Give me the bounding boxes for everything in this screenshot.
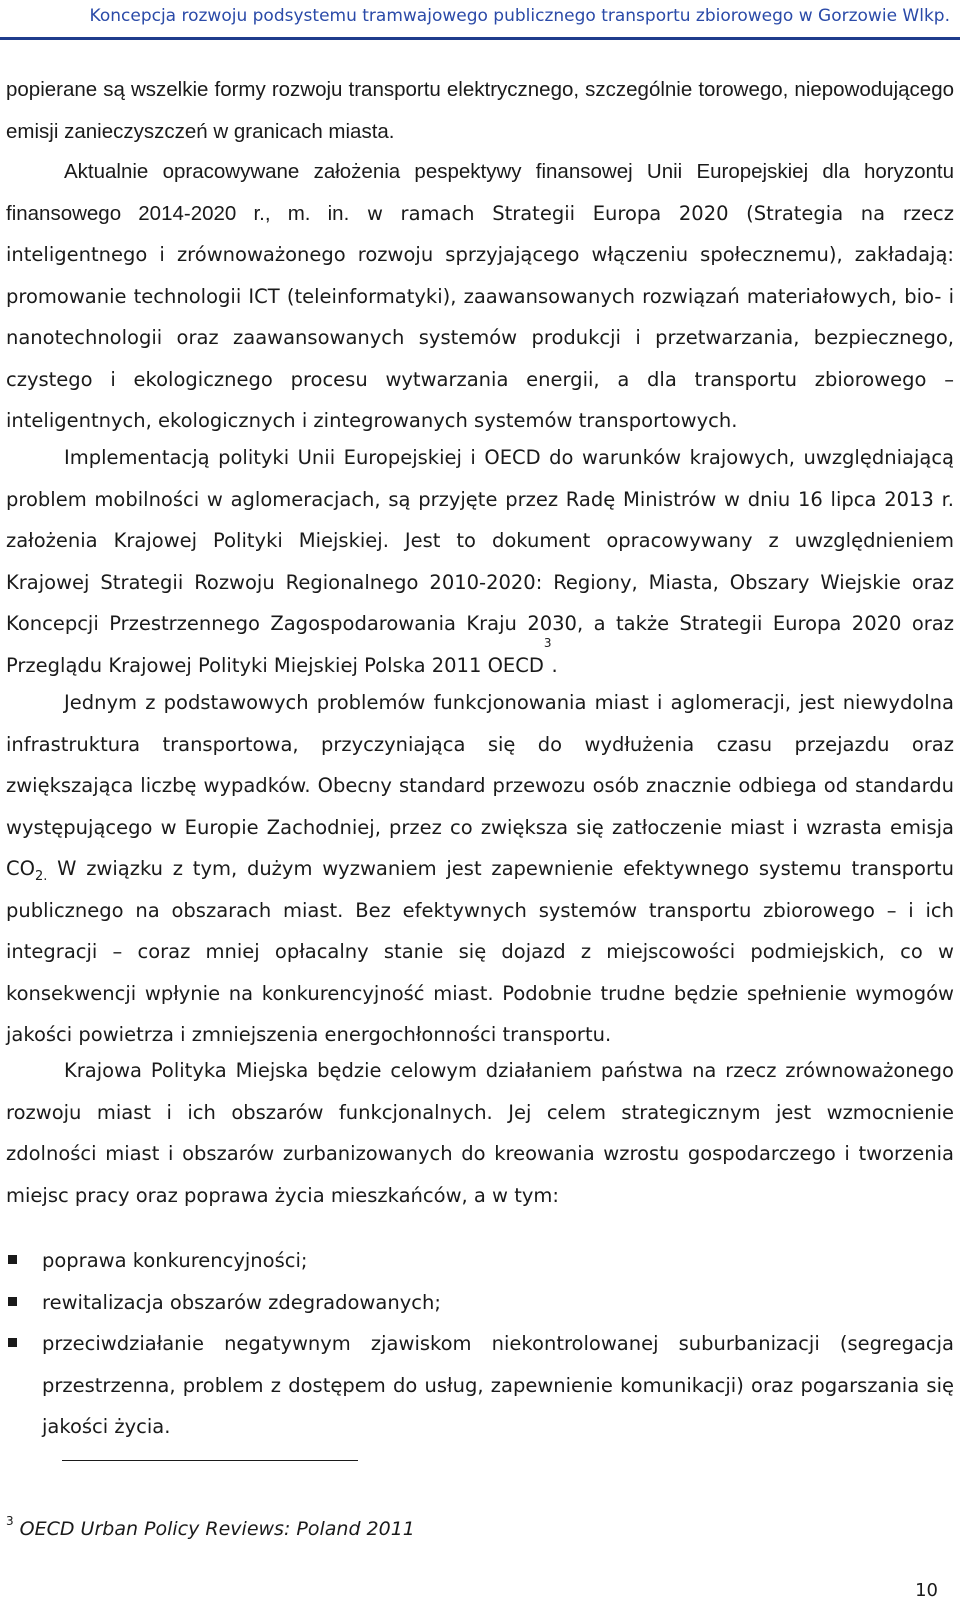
list-item: poprawa konkurencyjności; bbox=[6, 1240, 954, 1282]
paragraph-3 bbox=[6, 437, 954, 686]
footnote-number: 3 bbox=[6, 1514, 14, 1528]
bullet-square-icon bbox=[8, 1255, 17, 1264]
footnote-divider bbox=[62, 1460, 358, 1461]
paragraph-3-end: . bbox=[551, 653, 558, 677]
paragraph-4 bbox=[6, 682, 954, 1056]
paragraph-2-lead: Aktualnie opracowywane założenia pespektywy finansowej Unii Europejskiej dla horyzontu finansowego 2014-2020 r., m. in. bbox=[6, 160, 954, 225]
paragraph-4-rest: W związku z tym, dużym wyzwaniem jest zapewnienie efektywnego systemu transportu publicznego na obszarach miast. Bez efektywnych systemów transportu zbiorowego – i ich integracji – coraz mniej opłacalny stanie się dojazd z miejscowości podmiejskich, co w konsekwencji wpłynie na konkurencyjność miast. Podobnie trudne będzie spełnienie wymogów jakości powietrza i zmniejszenia energochłonności transportu. bbox=[6, 857, 954, 1046]
co2-subscript: 2. bbox=[34, 868, 48, 884]
bullet-square-icon bbox=[8, 1338, 17, 1347]
paragraph-5: Krajowa Polityka Miejska będzie celowym działaniem państwa na rzecz zrównoważonego rozwoju miast i ich obszarów funkcjonalnych. Jej celem strategicznym jest wzmocnienie zdolności miast i obszarów zurbanizowanych do kreowania wzrostu gospodarczego i tworzenia miejsc pracy oraz poprawa życia mieszkańców, a w tym: bbox=[6, 1059, 954, 1207]
footnote bbox=[6, 1514, 415, 1540]
page-number: 10 bbox=[915, 1580, 938, 1601]
paragraph-2-body: w ramach Strategii Europa 2020 (Strategia na rzecz inteligentnego i zrównoważonego rozwoju sprzyjającego włączeniu społecznemu), zakładają: promowanie technologii ICT (teleinformatyki), zaawansowanych rozwiązań materiałowych, bio- i nanotechnologii oraz zaawansowanych systemów produkcji i przetwarzania, bezpiecznego, czystego i ekologicznego procesu wytwarzania energii, a dla transportu zbiorowego – inteligentnych, ekologicznych i zintegrowanych systemów transportowych. bbox=[6, 201, 954, 432]
paragraph-1: popierane są wszelkie formy rozwoju transportu elektrycznego, szczególnie torowego, niepowodującego emisji zanieczyszczeń w granicach miasta. bbox=[6, 78, 954, 143]
paragraph-2 bbox=[6, 151, 954, 442]
footnote-ref: 3 bbox=[543, 635, 552, 650]
header-title: Koncepcja rozwoju podsystemu tramwajowego publicznego transportu zbiorowego w Gorzowie Wlkp. bbox=[89, 6, 950, 26]
page-header bbox=[0, 0, 960, 40]
paragraph-4-body: Jednym z podstawowych problemów funkcjonowania miast i aglomeracji, jest niewydolna infrastruktura transportowa, przyczyniająca się do wydłużenia czasu przejazdu oraz zwiększająca liczbę wypadków. Obecny standard przewozu osób znacznie odbiega od standardu występującego w Europie Zachodniej, przez co zwiększa się zatłoczenie miast i wzrasta emisja CO bbox=[6, 691, 954, 880]
list-item: rewitalizacja obszarów zdegradowanych; bbox=[6, 1282, 954, 1324]
list-item: przeciwdziałanie negatywnym zjawiskom niekontrolowanej suburbanizacji (segregacja przestrzenna, problem z dostępem do usług, zapewnienie komunikacji) oraz pogarszania się jakości życia. bbox=[6, 1323, 954, 1448]
paragraph-3-body: Implementacją polityki Unii Europejskiej i OECD do warunków krajowych, uwzględniającą problem mobilności w aglomeracjach, są przyjęte przez Radę Ministrów w dniu 16 lipca 2013 r. założenia Krajowej Polityki Miejskiej. Jest to dokument opracowywany z uwzględnieniem Krajowej Strategii Rozwoju Regionalnego 2010-2020: Regiony, Miasta, Obszary Wiejskie oraz Koncepcji Przestrzennego Zagospodarowania Kraju 2030, a także Strategii Europa 2020 oraz Przeglądu Krajowej Polityki Miejskiej Polska 2011 OECD bbox=[6, 446, 954, 677]
bullet-square-icon bbox=[8, 1297, 17, 1306]
bullet-list bbox=[6, 1240, 954, 1448]
footnote-text: OECD Urban Policy Reviews: Poland 2011 bbox=[19, 1518, 415, 1540]
